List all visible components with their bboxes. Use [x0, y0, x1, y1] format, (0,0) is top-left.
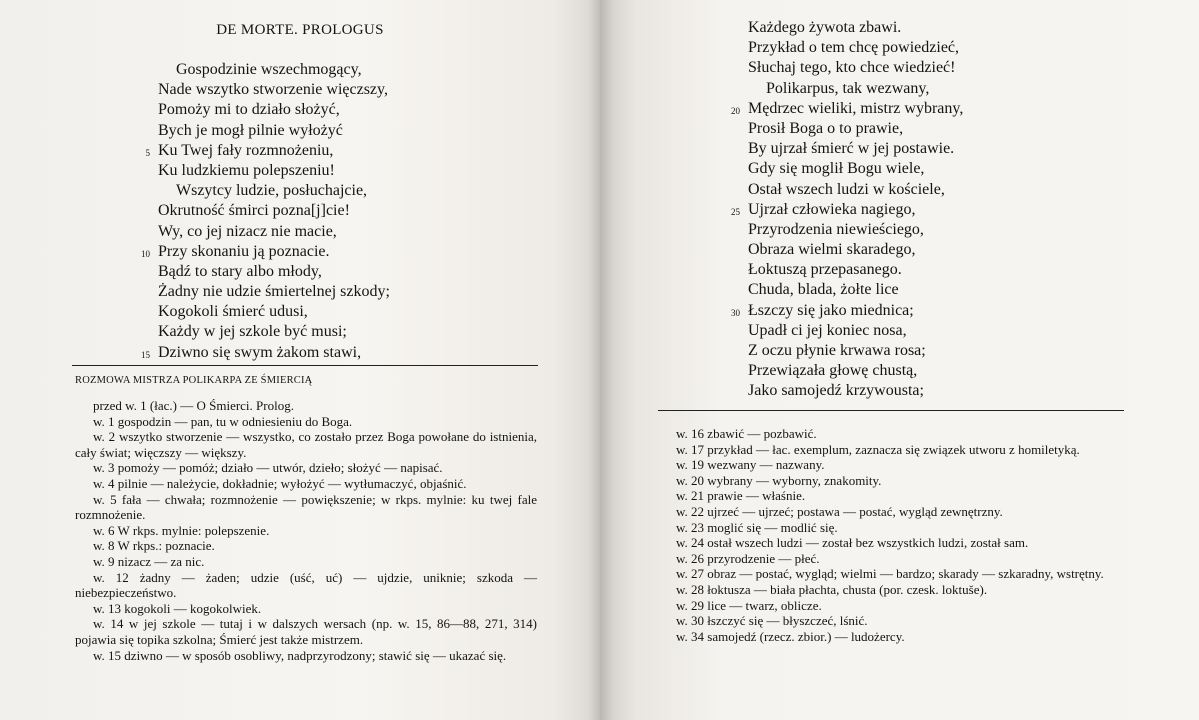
verse-line	[158, 282, 578, 302]
footnote: w. 3 pomoży — pomóż; działo — utwór, dzieło; słożyć — napisać.	[93, 460, 443, 476]
footnote: w. 29 lice — twarz, oblicze.	[676, 597, 822, 613]
verse-text: Z oczu płynie krwawa rosa;	[748, 342, 926, 359]
footnote: w. 14 w jej szkole — tutaj i w dalszych wersach (np. w. 15, 86—88, 271, 314) pojawia się topika szkolna; Śmierć jest także mistrzem.	[75, 616, 537, 647]
verse-line	[158, 322, 578, 342]
verse-line	[748, 58, 1168, 78]
verse-line	[748, 280, 1168, 300]
verse-line	[748, 341, 1168, 361]
verse-text: Pomoży mi to działo słożyć,	[158, 101, 340, 119]
footnote: w. 27 obraz — postać, wygląd; wielmi — bardzo; skarady — szkaradny, wstrętny.	[676, 566, 1104, 582]
verse-line	[145, 141, 578, 161]
verse-text: Każdego żywota zbawi.	[748, 19, 902, 36]
verse-text: Mędrzec wieliki, mistrz wybrany,	[748, 99, 964, 117]
verse-line	[731, 99, 1168, 119]
verse-text: Ujrzał człowieka nagiego,	[748, 200, 916, 218]
verse-text: Obraza wielmi skaradego,	[748, 241, 916, 259]
footnotes-right	[658, 426, 1126, 644]
footnote: w. 24 ostał wszech ludzi — został bez wszystkich ludzi, został sam.	[676, 535, 1029, 551]
verse-text: Każdy w jej szkole być musi;	[158, 323, 347, 341]
footnote: w. 12 żadny — żaden; udzie (uść, uć) — ujdzie, uniknie; szkoda — niebezpieczeństwo.	[75, 569, 537, 601]
footnote-rule-left	[72, 365, 538, 366]
verse-line	[748, 180, 1168, 200]
footnote: w. 28 łoktusza — biała płachta, chusta (por. czesk. loktuše).	[676, 581, 988, 597]
verse-text: Wy, co jej nizacz nie macie,	[158, 222, 337, 240]
verse-line	[141, 343, 578, 363]
line-number: 30	[731, 307, 740, 318]
verse-line	[158, 262, 578, 282]
verse-text: By ujrzał śmierć w jej postawie.	[748, 140, 955, 158]
verse-text: Nade wszytko stworzenie więczszy,	[158, 81, 388, 99]
verse-text: Przy skonaniu ją poznacie.	[158, 242, 330, 260]
verse-line	[748, 119, 1168, 139]
verse-text: Bądź to stary albo młody,	[158, 262, 322, 280]
verse-text: Przewiązała głowę chustą,	[748, 362, 918, 380]
verse-text: Chuda, blada, żołte lice	[748, 281, 899, 299]
verse-line	[748, 220, 1168, 240]
verse-block-left	[141, 60, 578, 363]
footnote: w. 8 W rkps.: poznacie.	[93, 538, 215, 554]
verse-line	[748, 18, 1168, 38]
verse-text: Łoktuszą przepasanego.	[748, 261, 902, 279]
verse-text: Bych je mogł pilnie wyłożyć	[158, 121, 343, 139]
footnote: w. 15 dziwno — w sposób osobliwy, nadprzyrodzony; stawić się — ukazać się.	[93, 647, 507, 663]
footnote-rule-right	[658, 410, 1124, 411]
verse-line	[158, 121, 578, 141]
line-number: 5	[145, 147, 150, 158]
verse-text: Wszytcy ludzie, posłuchajcie,	[176, 182, 368, 200]
verse-line	[748, 240, 1168, 260]
book-gutter	[588, 0, 614, 720]
verse-line	[158, 60, 578, 80]
verse-text: Upadł ci jej koniec nosa,	[748, 321, 907, 339]
footnotes-left	[75, 398, 537, 663]
verse-text: Dziwno się swym żakom stawi,	[158, 343, 362, 361]
verse-text: Gdy się moglił Bogu wiele,	[748, 160, 925, 178]
footnote: w. 16 zbawić — pozbawić.	[676, 426, 817, 441]
footnote: w. 4 pilnie — należycie, dokładnie; wyłożyć — wytłumaczyć, objaśnić.	[93, 475, 467, 491]
verse-line	[141, 242, 578, 262]
verse-line	[748, 159, 1168, 179]
verse-line	[158, 302, 578, 322]
verse-text: Kogokoli śmierć udusi,	[158, 303, 308, 321]
verse-line	[158, 100, 578, 120]
footnote: w. 26 przyrodzenie — płeć.	[676, 550, 820, 566]
verse-text: Ostał wszech ludzi w kościele,	[748, 180, 945, 198]
verse-line	[748, 381, 1168, 401]
verse-line	[731, 200, 1168, 220]
poem-heading: DE MORTE. PROLOGUS	[216, 22, 384, 38]
footnote: w. 5 fała — chwała; rozmnożenie — powiększenie; w rkps. mylnie: ku twej fale rozmnożenie.	[75, 491, 537, 523]
verse-line	[748, 79, 1168, 99]
line-number: 25	[731, 206, 740, 217]
verse-block-right	[731, 18, 1168, 402]
verse-line	[731, 301, 1168, 321]
verse-line	[158, 161, 578, 181]
verse-line	[158, 181, 578, 201]
footnote: przed w. 1 (łac.) — O Śmierci. Prolog.	[93, 398, 294, 413]
footnote: w. 21 prawie — właśnie.	[676, 488, 806, 504]
verse-line	[158, 80, 578, 100]
verse-text: Polikarpus, tak wezwany,	[766, 79, 930, 97]
verse-text: Jako samojedź krzywousta;	[748, 382, 924, 400]
verse-text: Okrutność śmirci pozna[j]cie!	[158, 202, 350, 220]
footnote: w. 13 kogokoli — kogokolwiek.	[93, 600, 262, 616]
verse-line	[748, 139, 1168, 159]
verse-text: Ku Twej fały rozmnożeniu,	[158, 141, 334, 159]
footnote: w. 2 wszytko stworzenie — wszystko, co zostało przez Boga powołane do istnienia, cały świat; więczszy — większy.	[75, 429, 537, 460]
footnote: w. 6 W rkps. mylnie: polepszenie.	[93, 522, 270, 538]
footnote: w. 34 samojedź (rzecz. zbior.) — ludożercy.	[676, 628, 905, 644]
line-number: 20	[731, 105, 740, 116]
footnote: w. 9 nizacz — za nic.	[93, 553, 205, 569]
verse-text: Gospodzinie wszechmogący,	[176, 61, 362, 78]
verse-text: Żadny nie udzie śmiertelnej szkody;	[158, 283, 390, 301]
verse-text: Łszczy się jako miednica;	[748, 301, 914, 319]
verse-line	[158, 201, 578, 221]
verse-text: Prosił Boga o to prawie,	[748, 119, 904, 137]
verse-line	[748, 361, 1168, 381]
line-number: 15	[141, 349, 150, 360]
footnote: w. 30 łszczyć się — błyszczeć, lśnić.	[676, 613, 868, 629]
verse-text: Przykład o tem chcę powiedzieć,	[748, 39, 960, 57]
footnote: w. 20 wybrany — wyborny, znakomity.	[676, 472, 882, 488]
footnote: w. 1 gospodzin — pan, tu w odniesieniu do Boga.	[93, 413, 353, 429]
footnote: w. 23 moglić się — modlić się.	[676, 519, 838, 535]
verse-line	[158, 222, 578, 242]
verse-text: Słuchaj tego, kto chce wiedzieć!	[748, 59, 956, 77]
footnote: w. 22 ujrzeć — ujrzeć; postawa — postać, wygląd zewnętrzny.	[676, 503, 1003, 519]
verse-line	[748, 260, 1168, 280]
line-number: 10	[141, 248, 150, 259]
verse-line	[748, 38, 1168, 58]
verse-text: Ku ludzkiemu polepszeniu!	[158, 161, 335, 179]
verse-line	[748, 321, 1168, 341]
footnote: w. 17 przykład — łac. exemplum, zaznacza się związek utworu z homiletyką.	[676, 441, 1080, 457]
footnote: w. 19 wezwany — nazwany.	[676, 457, 825, 473]
section-title: ROZMOWA MISTRZA POLIKARPA ZE ŚMIERCIĄ	[75, 375, 313, 386]
verse-text: Przyrodzenia niewieściego,	[748, 220, 924, 238]
